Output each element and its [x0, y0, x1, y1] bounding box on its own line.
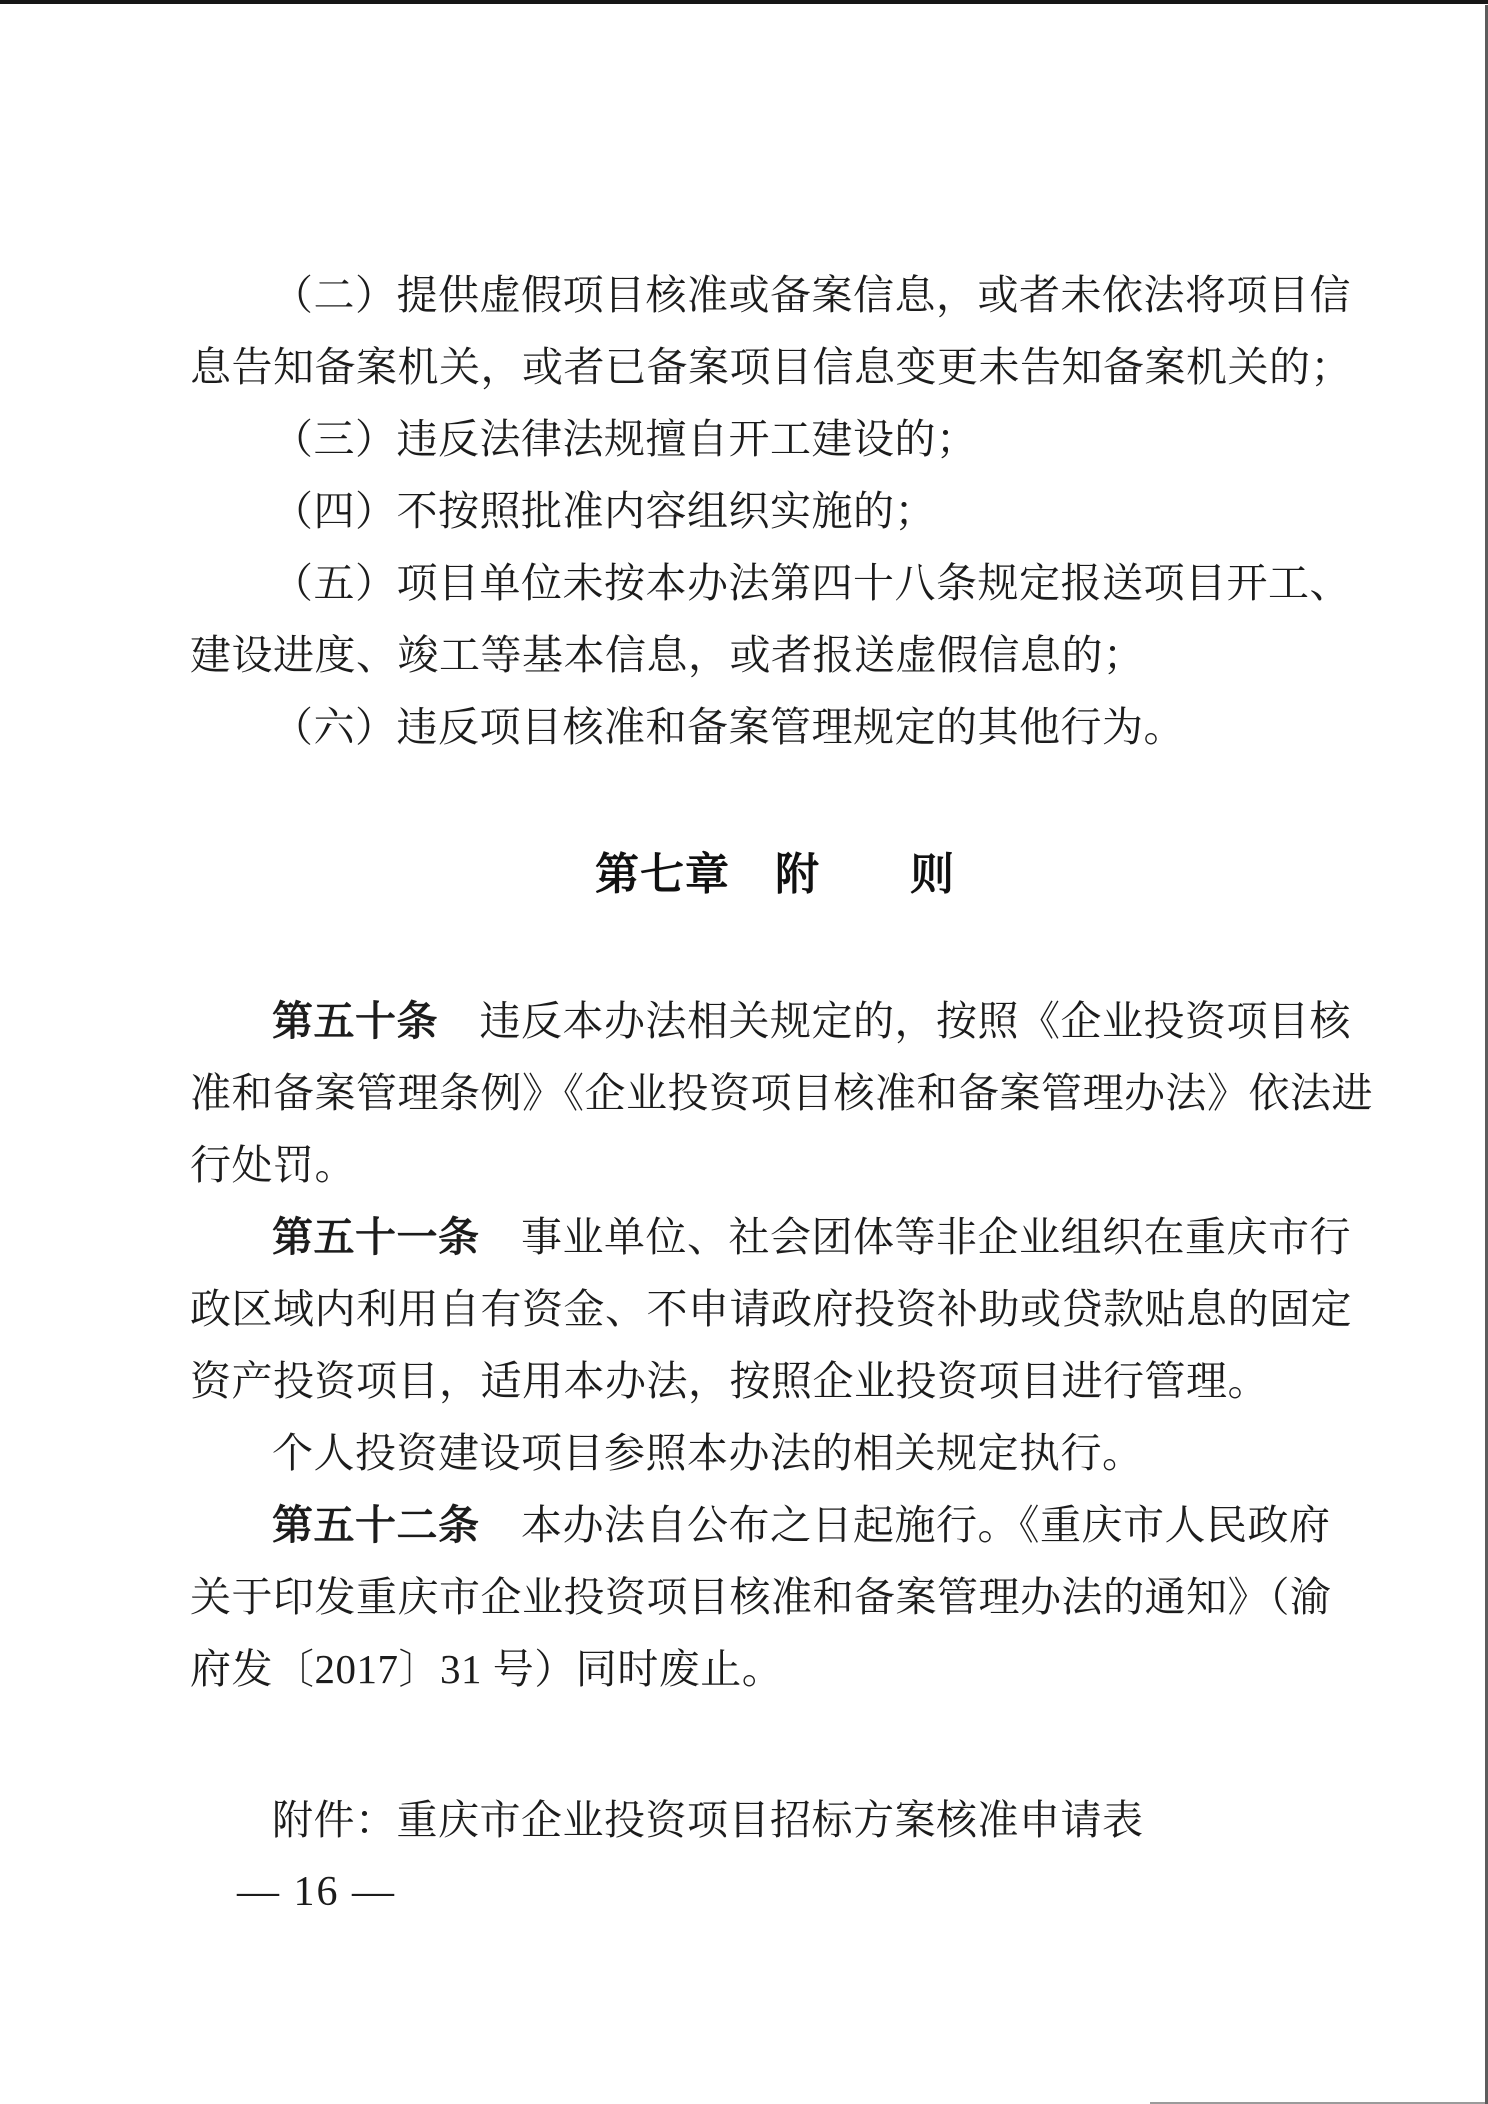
- text-line: [190, 1345, 1360, 1417]
- text-line: [190, 1784, 1360, 1856]
- text-segment: （五）项目单位未按本办法第四十八条规定报送项目开工、: [272, 560, 1351, 606]
- article-list: [190, 985, 1373, 1705]
- text-segment: （二）提供虚假项目核准或备案信息，或者未依法将项目信: [272, 272, 1351, 318]
- chapter-heading: 第七章 附 则: [595, 850, 955, 899]
- text-segment: 行处罚。: [190, 1142, 356, 1188]
- text-line: [190, 619, 1360, 691]
- text-line: [190, 1201, 1360, 1273]
- text-line: [190, 1057, 1373, 1129]
- text-line: [190, 1633, 1360, 1705]
- article-number: 第五十条: [272, 998, 438, 1044]
- text-segment: 关于印发重庆市企业投资项目核准和备案管理办法的通知》（渝: [190, 1574, 1332, 1620]
- text-line: [190, 1273, 1360, 1345]
- text-segment: 建设进度、竣工等基本信息，或者报送虚假信息的；: [190, 632, 1145, 678]
- text-segment: 本办法自公布之日起施行。《重庆市人民政府: [479, 1502, 1331, 1548]
- text-segment: 息告知备案机关，或者已备案项目信息变更未告知备案机关的；: [190, 344, 1352, 390]
- text-segment: 违反本办法相关规定的，按照《企业投资项目核: [438, 998, 1351, 1044]
- text-segment: 附件：重庆市企业投资项目招标方案核准申请表: [272, 1797, 1144, 1843]
- text-segment: （四）不按照批准内容组织实施的；: [272, 488, 936, 534]
- text-line: [190, 691, 1360, 763]
- text-line: [190, 547, 1360, 619]
- attachment-note: [190, 1784, 1360, 1856]
- article-number: 第五十二条: [272, 1502, 480, 1548]
- text-segment: 政区域内利用自有资金、不申请政府投资补助或贷款贴息的固定: [190, 1286, 1352, 1332]
- text-line: [190, 1129, 1360, 1201]
- article-number: 第五十一条: [272, 1214, 480, 1260]
- text-segment: 府发〔2017〕31 号）同时废止。: [190, 1646, 784, 1692]
- text-line: [190, 985, 1360, 1057]
- text-segment: 事业单位、社会团体等非企业组织在重庆市行: [479, 1214, 1351, 1260]
- clause-list: [190, 259, 1360, 763]
- text-line: [190, 475, 1360, 547]
- text-line: [190, 259, 1360, 331]
- text-segment: 个人投资建设项目参照本办法的相关规定执行。: [272, 1430, 1144, 1476]
- text-line: [190, 1417, 1360, 1489]
- text-line: [190, 1489, 1360, 1561]
- text-line: [190, 403, 1360, 475]
- page-top-edge-line: [0, 0, 1488, 4]
- text-line: [190, 331, 1360, 403]
- text-segment: 资产投资项目，适用本办法，按照企业投资项目进行管理。: [190, 1358, 1269, 1404]
- text-segment: （六）违反项目核准和备案管理规定的其他行为。: [272, 704, 1185, 750]
- text-segment: （三）违反法律法规擅自开工建设的；: [272, 416, 978, 462]
- text-segment: 准和备案管理条例》《企业投资项目核准和备案管理办法》依法进: [190, 1070, 1373, 1116]
- page-number: — 16 —: [237, 1869, 396, 1915]
- document-body: [190, 259, 1373, 1928]
- text-line: [190, 1561, 1360, 1633]
